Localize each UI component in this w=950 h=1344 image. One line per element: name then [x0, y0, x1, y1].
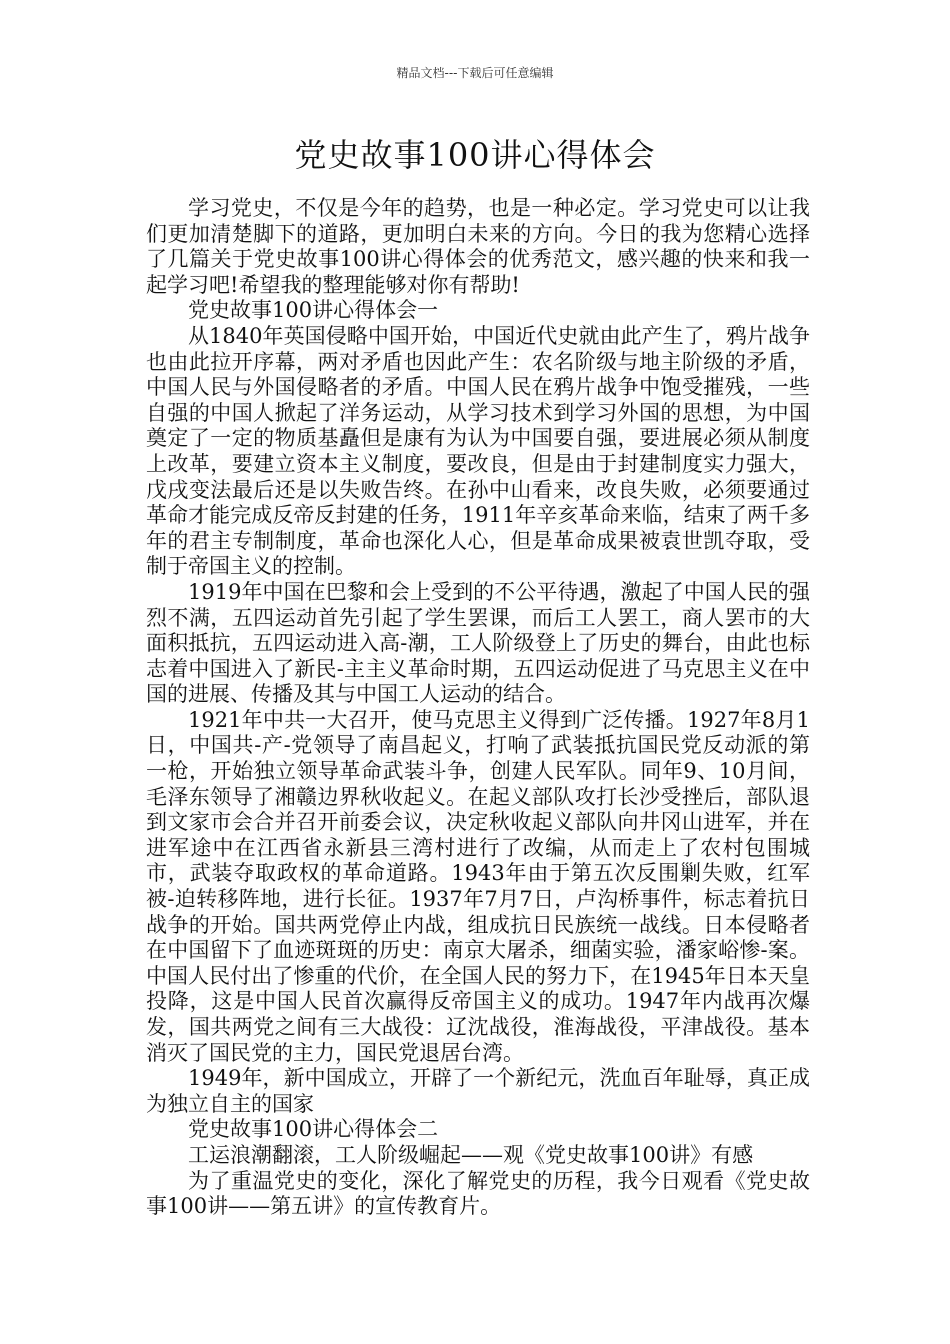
section-subtitle: 工运浪潮翻滚，工人阶级崛起——观《党史故事100讲》有感 [188, 1142, 754, 1167]
paragraph: 1949年，新中国成立，开辟了一个新纪元，洗血百年耻辱，真正成为独立自主的国家 [146, 1066, 810, 1116]
paragraph: 从1840年英国侵略中国开始，中国近代史就由此产生了，鸦片战争也由此拉开序幕，两对矛盾也因此产生：农名阶级与地主阶级的矛盾，中国人民与外国侵略者的矛盾。中国人民在鸦片战争中饱受摧残，一些自强的中国人掀起了洋务运动，从学习技术到学习外国的思想，为中国奠定了一定的物质基矗但是康有为认为中国要自强，要进展必须从制度上改革，要建立资本主义制度，要改良，但是由于封建制度实力强大，戊戌变法最后还是以失败告终。在孙中山看来，改良失败，必须要通过革命才能完成反帝反封建的任务，1911年辛亥革命来临，结束了两千多年的君主专制制度，革命也深化人心，但是革命成果被袁世凯夺取，受制于帝国主义的控制。 [146, 323, 810, 579]
paragraph: 1921年中共一大召开，使马克思主义得到广泛传播。1927年8月1日，中国共-产-党领导了南昌起义，打响了武装抵抗国民党反动派的第一枪，开始独立领导革命武装斗争，创建人民军队。同年9、10月间，毛泽东领导了湘赣边界秋收起义。在起义部队攻打长沙受挫后，部队退到文家市会合并召开前委会议，决定秋收起义部队向井冈山进军，并在进军途中在江西省永新县三湾村进行了改编，从而走上了农村包围城市，武装夺取政权的革命道路。1943年由于第五次反围剿失败，红军被-迫转移阵地，进行长征。1937年7月7日，卢沟桥事件，标志着抗日战争的开始。国共两党停止内战，组成抗日民族统一战线。日本侵略者在中国留下了血迹斑斑的历史：南京大屠杀，细菌实验，潘家峪惨-案。中国人民付出了惨重的代价，在全国人民的努力下，在1945年日本天皇投降，这是中国人民首次赢得反帝国主义的成功。1947年内战再次爆发，国共两党之间有三大战役：辽沈战役，淮海战役，平津战役。基本消灭了国民党的主力，国民党退居台湾。 [146, 707, 810, 1065]
document-body [146, 196, 810, 1220]
document-title: 党史故事100讲心得体会 [294, 136, 656, 174]
section-heading-2: 党史故事100讲心得体会二 [188, 1117, 439, 1142]
paragraph: 1919年中国在巴黎和会上受到的不公平待遇，激起了中国人民的强烈不满，五四运动首先引起了学生罢课，而后工人罢工，商人罢市的大面积抵抗，五四运动进入高-潮，工人阶级登上了历史的舞台，由此也标志着中国进入了新民-主主义革命时期，五四运动促进了马克思主义在中国的进展、传播及其与中国工人运动的结合。 [146, 579, 810, 707]
page-header: 精品文档---下载后可任意编辑 [396, 66, 554, 80]
paragraph-intro: 学习党史，不仅是今年的趋势，也是一种必定。学习党史可以让我们更加清楚脚下的道路，更加明白未来的方向。今日的我为您精心选择了几篇关于党史故事100讲心得体会的优秀范文，感兴趣的快来和我一起学习吧!希望我的整理能够对你有帮助! [146, 196, 810, 297]
paragraph: 为了重温党史的变化，深化了解党史的历程，我今日观看《党史故事100讲——第五讲》的宣传教育片。 [146, 1168, 810, 1219]
section-heading-1: 党史故事100讲心得体会一 [188, 298, 439, 323]
